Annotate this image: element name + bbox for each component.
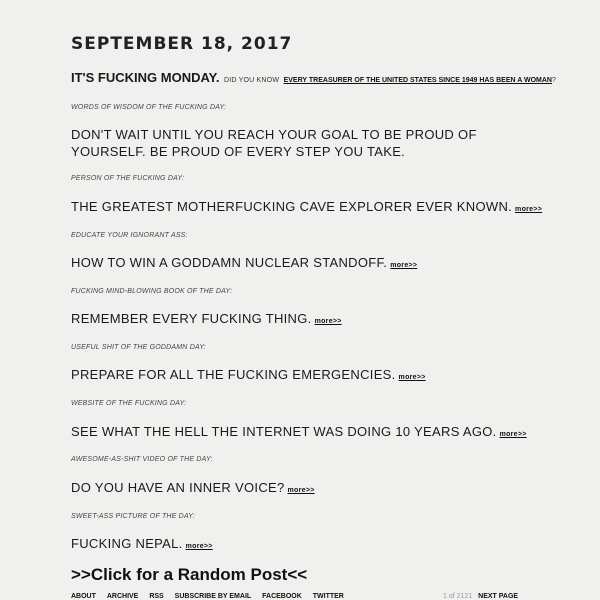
section-label-wisdom: WORDS OF WISDOM OF THE FUCKING DAY: [71,104,227,111]
pager [443,593,527,600]
footer-link-about[interactable]: ABOUT [71,593,96,600]
did-you-know-suffix: ? [551,77,556,84]
section-item-website [71,423,527,443]
section-label-useful: USEFUL SHIT OF THE GODDAMN DAY: [71,344,207,351]
section-item-useful [71,366,426,386]
section-item-picture [71,535,213,555]
next-page-link[interactable]: NEXT PAGE [478,593,519,600]
headline: IT'S FUCKING MONDAY. [71,70,220,85]
section-text: FUCKING NEPAL. [71,536,183,551]
section-text: THE GREATEST MOTHERFUCKING CAVE EXPLORER EVER KNOWN. [71,199,513,214]
section-label-book: FUCKING MIND-BLOWING BOOK OF THE DAY: [71,288,233,295]
footer-link-subscribe[interactable]: SUBSCRIBE BY EMAIL [174,593,252,600]
section-item-person [71,198,542,218]
more-link[interactable]: more>> [499,431,527,438]
footer-nav [71,593,531,600]
headline-row [71,69,556,87]
random-post-link[interactable]: >>Click for a Random Post<< [71,565,308,584]
section-label-video: AWESOME-AS-SHIT VIDEO OF THE DAY: [71,456,213,463]
page-count: 1 of 2121 [443,593,473,600]
footer-link-rss[interactable]: RSS [149,593,164,600]
footer-link-archive[interactable]: ARCHIVE [106,593,139,600]
section-text: DO YOU HAVE AN INNER VOICE? [71,480,285,495]
section-text: HOW TO WIN A GODDAMN NUCLEAR STANDOFF. [71,255,388,270]
more-link[interactable]: more>> [314,318,342,325]
section-label-picture: SWEET-ASS PICTURE OF THE DAY: [71,513,196,520]
section-label-website: WEBSITE OF THE FUCKING DAY: [71,400,187,407]
section-label-educate: EDUCATE YOUR IGNORANT ASS: [71,232,188,239]
did-you-know-link[interactable]: EVERY TREASURER OF THE UNITED STATES SINCE 1949 HAS BEEN A WOMAN [283,77,552,84]
post-date: SEPTEMBER 18, 2017 [71,34,293,54]
section-item-video [71,479,315,499]
section-item-book [71,310,342,330]
more-link[interactable]: more>> [185,543,213,550]
more-link[interactable]: more>> [287,487,315,494]
section-item-educate [71,254,417,274]
more-link[interactable]: more>> [398,374,426,381]
section-text: PREPARE FOR ALL THE FUCKING EMERGENCIES. [71,367,396,382]
section-text: REMEMBER EVERY FUCKING THING. [71,311,312,326]
section-text: SEE WHAT THE HELL THE INTERNET WAS DOING 10 YEARS AGO. [71,424,497,439]
more-link[interactable]: more>> [515,206,543,213]
section-label-person: PERSON OF THE FUCKING DAY: [71,175,185,182]
section-text: DON'T WAIT UNTIL YOU REACH YOUR GOAL TO BE PROUD OF YOURSELF. BE PROUD OF EVERY STEP YOU TAKE. [71,127,477,159]
footer-link-twitter[interactable]: TWITTER [312,593,344,600]
section-text-wisdom [71,126,541,160]
did-you-know-prefix: DID YOU KNOW [223,77,280,84]
footer-link-facebook[interactable]: FACEBOOK [262,593,302,600]
more-link[interactable]: more>> [390,262,418,269]
